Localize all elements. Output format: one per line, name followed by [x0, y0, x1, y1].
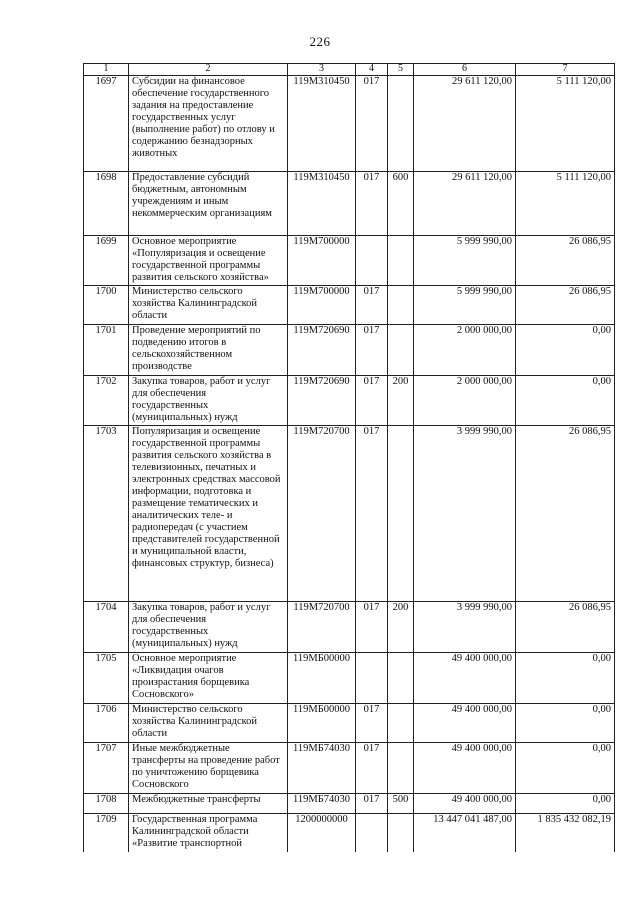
row-number: 1701 [84, 325, 129, 376]
row-name: Государственная программа Калининградской области «Развитие транспортной [129, 814, 288, 852]
row-grbs-code: 017 [356, 794, 388, 814]
row-sum-1: 3 999 990,00 [414, 426, 516, 602]
table-row [84, 743, 615, 794]
row-sum-2: 0,00 [516, 704, 615, 743]
row-name: Проведение мероприятий по подведению итогов в сельскохозяйственном производстве [129, 325, 288, 376]
table-header-row [84, 64, 615, 76]
row-grbs-code: 017 [356, 76, 388, 172]
row-sum-2: 0,00 [516, 743, 615, 794]
row-vr-code: 200 [388, 602, 414, 653]
row-name: Субсидии на финансовое обеспечение государственного задания на предоставление государственных услуг (выполнение работ) по отлову и содержанию безнадзорных животных [129, 76, 288, 172]
table-row [84, 794, 615, 814]
row-vr-code [388, 286, 414, 325]
row-sum-2: 26 086,95 [516, 286, 615, 325]
row-name: Межбюджетные трансферты [129, 794, 288, 814]
row-grbs-code: 017 [356, 704, 388, 743]
row-sum-1: 2 000 000,00 [414, 376, 516, 426]
row-vr-code: 200 [388, 376, 414, 426]
row-sum-2: 26 086,95 [516, 236, 615, 286]
row-grbs-code [356, 653, 388, 704]
row-name: Министерство сельского хозяйства Калининградской области [129, 286, 288, 325]
row-grbs-code [356, 814, 388, 852]
row-grbs-code: 017 [356, 325, 388, 376]
row-vr-code [388, 236, 414, 286]
row-sum-1: 2 000 000,00 [414, 325, 516, 376]
row-vr-code: 500 [388, 794, 414, 814]
row-sum-2: 5 111 120,00 [516, 172, 615, 236]
row-sum-1: 49 400 000,00 [414, 743, 516, 794]
row-sum-1: 29 611 120,00 [414, 76, 516, 172]
table-row [84, 76, 615, 172]
column-header: 3 [288, 64, 356, 76]
row-number: 1700 [84, 286, 129, 325]
row-name: Закупка товаров, работ и услуг для обеспечения государственных (муниципальных) нужд [129, 602, 288, 653]
row-number: 1709 [84, 814, 129, 852]
page-number: 226 [309, 34, 331, 49]
row-grbs-code: 017 [356, 286, 388, 325]
row-csr-code: 119М700000 [288, 286, 356, 325]
row-number: 1697 [84, 76, 129, 172]
row-sum-2: 5 111 120,00 [516, 76, 615, 172]
row-sum-2: 0,00 [516, 376, 615, 426]
row-vr-code [388, 325, 414, 376]
row-vr-code [388, 76, 414, 172]
row-number: 1698 [84, 172, 129, 236]
row-csr-code: 119М720700 [288, 426, 356, 602]
table-row [84, 325, 615, 376]
row-number: 1699 [84, 236, 129, 286]
row-sum-1: 49 400 000,00 [414, 704, 516, 743]
row-sum-2: 26 086,95 [516, 426, 615, 602]
row-sum-1: 49 400 000,00 [414, 794, 516, 814]
row-csr-code: 119М720690 [288, 325, 356, 376]
row-name: Популяризация и освещение государственной программы развития сельского хозяйства в телевизионных, печатных и электронных средствах массовой информации, подготовка и размещение тематических и аналитических теле- и радиопередач (с участием представителей государственной и муниципальной власти, финансовых структур, бизнеса) [129, 426, 288, 602]
row-grbs-code: 017 [356, 172, 388, 236]
row-number: 1706 [84, 704, 129, 743]
table-row [84, 426, 615, 602]
row-vr-code [388, 743, 414, 794]
table-row [84, 172, 615, 236]
row-sum-2: 0,00 [516, 794, 615, 814]
row-sum-2: 1 835 432 082,19 [516, 814, 615, 852]
row-sum-1: 29 611 120,00 [414, 172, 516, 236]
column-header: 1 [84, 64, 129, 76]
table-row [84, 704, 615, 743]
row-grbs-code [356, 236, 388, 286]
row-sum-1: 49 400 000,00 [414, 653, 516, 704]
row-sum-1: 3 999 990,00 [414, 602, 516, 653]
row-grbs-code: 017 [356, 743, 388, 794]
row-sum-1: 13 447 041 487,00 [414, 814, 516, 852]
row-csr-code: 119М720690 [288, 376, 356, 426]
row-csr-code: 119МБ74030 [288, 743, 356, 794]
row-csr-code: 119М720700 [288, 602, 356, 653]
row-name: Предоставление субсидий бюджетным, автономным учреждениям и иным некоммерческим организациям [129, 172, 288, 236]
column-header: 5 [388, 64, 414, 76]
column-header: 2 [129, 64, 288, 76]
row-sum-1: 5 999 990,00 [414, 236, 516, 286]
row-name: Основное мероприятие «Ликвидация очагов произрастания борщевика Сосновского» [129, 653, 288, 704]
row-sum-2: 26 086,95 [516, 602, 615, 653]
row-vr-code: 600 [388, 172, 414, 236]
row-number: 1705 [84, 653, 129, 704]
row-number: 1702 [84, 376, 129, 426]
row-vr-code [388, 426, 414, 602]
row-vr-code [388, 814, 414, 852]
row-vr-code [388, 704, 414, 743]
table-row [84, 236, 615, 286]
row-number: 1707 [84, 743, 129, 794]
row-csr-code: 119МБ00000 [288, 704, 356, 743]
row-csr-code: 119МБ00000 [288, 653, 356, 704]
column-header: 4 [356, 64, 388, 76]
row-csr-code: 1200000000 [288, 814, 356, 852]
row-name: Закупка товаров, работ и услуг для обеспечения государственных (муниципальных) нужд [129, 376, 288, 426]
row-name: Министерство сельского хозяйства Калининградской области [129, 704, 288, 743]
row-grbs-code: 017 [356, 426, 388, 602]
table-row [84, 814, 615, 852]
row-csr-code: 119М310450 [288, 172, 356, 236]
table-row [84, 376, 615, 426]
row-grbs-code: 017 [356, 376, 388, 426]
budget-table [83, 63, 615, 852]
row-name: Иные межбюджетные трансферты на проведение работ по уничтожению борщевика Сосновского [129, 743, 288, 794]
table-row [84, 602, 615, 653]
row-number: 1704 [84, 602, 129, 653]
table-row [84, 653, 615, 704]
row-csr-code: 119МБ74030 [288, 794, 356, 814]
row-number: 1708 [84, 794, 129, 814]
row-sum-2: 0,00 [516, 653, 615, 704]
table-row [84, 286, 615, 325]
row-vr-code [388, 653, 414, 704]
row-name: Основное мероприятие «Популяризация и освещение государственной программы развития сельского хозяйства» [129, 236, 288, 286]
column-header: 7 [516, 64, 615, 76]
row-csr-code: 119М700000 [288, 236, 356, 286]
row-number: 1703 [84, 426, 129, 602]
row-grbs-code: 017 [356, 602, 388, 653]
row-sum-1: 5 999 990,00 [414, 286, 516, 325]
column-header: 6 [414, 64, 516, 76]
row-sum-2: 0,00 [516, 325, 615, 376]
row-csr-code: 119М310450 [288, 76, 356, 172]
